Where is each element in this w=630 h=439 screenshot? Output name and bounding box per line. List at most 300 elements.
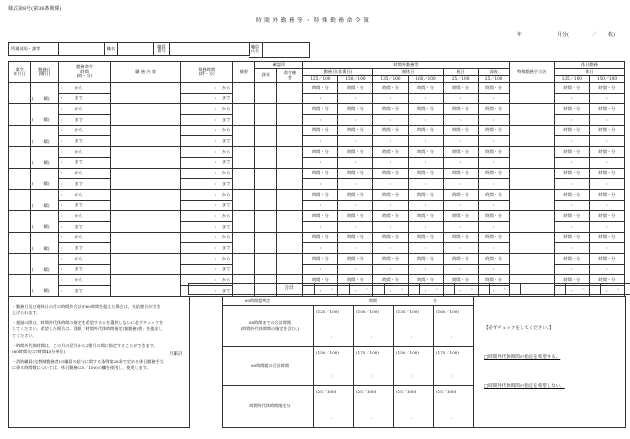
overtime-cell[interactable] <box>408 189 443 200</box>
actual-time-cell[interactable] <box>181 168 233 179</box>
special-time-cell[interactable] <box>589 200 624 211</box>
actual-time-cell[interactable] <box>181 136 233 147</box>
overtime-cell[interactable] <box>338 254 373 265</box>
work-date-cell[interactable] <box>31 83 59 104</box>
overtime-cell[interactable] <box>338 93 373 104</box>
work-date-cell[interactable] <box>31 147 59 168</box>
overtime-cell[interactable] <box>443 221 478 232</box>
work-date-cell[interactable] <box>31 211 59 232</box>
order-time-cell[interactable] <box>59 147 111 158</box>
overtime-cell[interactable] <box>408 147 443 158</box>
overtime-cell[interactable] <box>478 189 509 200</box>
memo-cell[interactable] <box>233 147 255 168</box>
memo-cell[interactable] <box>233 83 255 104</box>
special-time-cell[interactable] <box>589 157 624 168</box>
block-value-cell[interactable] <box>313 346 354 385</box>
special-time-cell[interactable] <box>589 136 624 147</box>
order-date-cell[interactable] <box>9 83 31 104</box>
overtime-cell[interactable] <box>478 221 509 232</box>
total-cell[interactable]: : <box>315 284 350 295</box>
actual-time-cell[interactable] <box>181 147 233 158</box>
pct-25-night: 25／100 <box>478 76 509 83</box>
work-date-cell[interactable] <box>31 125 59 146</box>
hm-label: 時間・分 <box>382 170 399 176</box>
total-cell[interactable]: : <box>566 284 601 295</box>
overtime-cell[interactable] <box>373 93 408 104</box>
manager-stamp-cell[interactable] <box>255 211 277 232</box>
colon: : <box>61 159 63 165</box>
special-allowance-cell[interactable] <box>509 254 554 275</box>
overtime-cell[interactable] <box>408 157 443 168</box>
orderer-stamp-cell[interactable] <box>277 83 303 104</box>
overtime-cell[interactable] <box>303 200 338 211</box>
option-no[interactable] <box>484 385 565 390</box>
order-time-cell[interactable] <box>59 275 111 286</box>
overtime-cell[interactable] <box>443 179 478 190</box>
overtime-cell[interactable] <box>338 115 373 126</box>
overtime-cell[interactable] <box>408 264 443 275</box>
overtime-cell[interactable] <box>338 136 373 147</box>
manager-stamp-cell[interactable] <box>255 232 277 253</box>
memo-cell[interactable] <box>233 254 255 275</box>
special-time-cell[interactable] <box>589 243 624 254</box>
overtime-cell[interactable] <box>303 115 338 126</box>
content-cell[interactable] <box>111 104 181 125</box>
work-date-cell[interactable] <box>31 254 59 275</box>
overtime-cell[interactable] <box>478 243 509 254</box>
special-time-cell[interactable] <box>554 189 589 200</box>
overtime-cell[interactable] <box>408 221 443 232</box>
actual-time-cell[interactable] <box>181 189 233 200</box>
total-cell[interactable]: : <box>350 284 385 295</box>
special-time-cell[interactable] <box>554 157 589 168</box>
order-date-cell[interactable] <box>9 189 31 210</box>
block-value-cell[interactable] <box>353 385 394 427</box>
special-time-cell[interactable] <box>554 136 589 147</box>
staff-name-field[interactable] <box>262 43 310 57</box>
overtime-cell[interactable] <box>408 136 443 147</box>
overtime-cell[interactable] <box>303 221 338 232</box>
special-time-cell[interactable] <box>589 179 624 190</box>
colon: : <box>411 373 413 378</box>
overtime-cell[interactable] <box>443 115 478 126</box>
special-time-cell[interactable] <box>589 254 624 265</box>
overtime-cell[interactable] <box>338 157 373 168</box>
order-time-cell[interactable] <box>59 125 111 136</box>
order-time-cell[interactable] <box>59 136 111 147</box>
special-time-cell[interactable] <box>589 125 624 136</box>
overtime-cell[interactable] <box>443 211 478 222</box>
overtime-cell[interactable] <box>373 200 408 211</box>
total-cell[interactable]: : <box>601 284 630 295</box>
special-time-cell[interactable] <box>554 83 589 94</box>
actual-time-cell[interactable] <box>181 115 233 126</box>
colon: : <box>214 95 216 101</box>
check-box <box>472 296 626 428</box>
overtime-cell[interactable] <box>478 211 509 222</box>
order-date-cell[interactable] <box>9 168 31 189</box>
overtime-cell[interactable] <box>408 200 443 211</box>
overtime-cell[interactable] <box>373 157 408 168</box>
overtime-cell[interactable] <box>373 147 408 158</box>
overtime-cell[interactable] <box>408 83 443 94</box>
overtime-cell[interactable] <box>443 243 478 254</box>
note-1: ・勤務日及び週休日の月の時間外合計が60時間を超えた場合は、支給割合が引き上げられます。 <box>12 304 161 316</box>
overtime-cell[interactable] <box>338 125 373 136</box>
special-time-cell[interactable] <box>554 104 589 115</box>
memo-cell[interactable] <box>233 232 255 253</box>
actual-time-cell[interactable] <box>181 93 233 104</box>
overtime-cell[interactable] <box>303 168 338 179</box>
order-date-cell[interactable] <box>9 147 31 168</box>
orderer-stamp-cell[interactable] <box>277 125 303 146</box>
overtime-cell[interactable] <box>443 254 478 265</box>
order-time-cell[interactable] <box>59 179 111 190</box>
colon: : <box>61 191 63 197</box>
special-time-cell[interactable] <box>589 115 624 126</box>
overtime-cell[interactable] <box>303 264 338 275</box>
actual-time-cell[interactable] <box>181 264 233 275</box>
special-allowance-cell[interactable] <box>509 168 554 189</box>
overtime-cell[interactable] <box>408 93 443 104</box>
work-date-cell[interactable] <box>31 104 59 125</box>
overtime-cell[interactable] <box>443 168 478 179</box>
order-date-cell[interactable] <box>9 211 31 232</box>
overtime-cell[interactable] <box>408 168 443 179</box>
actual-time-cell[interactable] <box>181 254 233 265</box>
memo-cell[interactable] <box>233 168 255 189</box>
hm-label: 時間・分 <box>485 148 503 154</box>
actual-time-cell[interactable] <box>181 83 233 94</box>
overtime-cell[interactable] <box>303 157 338 168</box>
page-end: 枚) <box>608 32 615 38</box>
work-date-cell[interactable] <box>31 232 59 253</box>
content-cell[interactable] <box>111 125 181 146</box>
overtime-cell[interactable] <box>478 93 509 104</box>
overtime-cell[interactable] <box>338 264 373 275</box>
order-time-cell[interactable] <box>59 286 111 297</box>
block-value-cell[interactable] <box>433 305 473 346</box>
orderer-stamp-cell[interactable] <box>277 211 303 232</box>
total-cell[interactable]: : <box>455 284 490 295</box>
overtime-cell[interactable] <box>478 254 509 265</box>
overtime-cell[interactable] <box>408 211 443 222</box>
order-time-cell[interactable] <box>59 104 111 115</box>
overtime-cell[interactable] <box>373 243 408 254</box>
work-date-cell[interactable] <box>31 189 59 210</box>
special-time-cell[interactable] <box>589 264 624 275</box>
overtime-cell[interactable] <box>303 189 338 200</box>
special-allowance-cell[interactable] <box>509 104 554 125</box>
overtime-cell[interactable] <box>443 232 478 243</box>
content-cell[interactable] <box>111 189 181 210</box>
overtime-cell[interactable] <box>338 189 373 200</box>
colon: : <box>331 373 333 378</box>
overtime-cell[interactable] <box>443 200 478 211</box>
special-allowance-cell[interactable] <box>509 211 554 232</box>
overtime-cell[interactable] <box>373 104 408 115</box>
memo-cell[interactable] <box>233 125 255 146</box>
overtime-cell[interactable] <box>338 200 373 211</box>
block-value-cell[interactable] <box>313 385 354 427</box>
actual-time-cell[interactable] <box>181 179 233 190</box>
order-time-cell[interactable] <box>59 264 111 275</box>
orderer-stamp-cell[interactable] <box>277 168 303 189</box>
memo-cell[interactable] <box>233 189 255 210</box>
overtime-cell[interactable] <box>303 125 338 136</box>
overtime-cell[interactable] <box>478 83 509 94</box>
special-time-cell[interactable] <box>589 211 624 222</box>
special-allowance-cell[interactable] <box>509 147 554 168</box>
overtime-cell[interactable] <box>408 104 443 115</box>
block-value-cell[interactable] <box>433 346 473 385</box>
block-value-cell[interactable] <box>393 305 434 346</box>
overtime-cell[interactable] <box>478 264 509 275</box>
overtime-cell[interactable] <box>478 157 509 168</box>
overtime-cell[interactable] <box>373 254 408 265</box>
content-cell[interactable] <box>111 232 181 253</box>
order-time-cell[interactable] <box>59 232 111 243</box>
overtime-cell[interactable] <box>303 232 338 243</box>
special-time-cell[interactable] <box>554 147 589 158</box>
special-time-cell[interactable] <box>554 179 589 190</box>
order-time-cell[interactable] <box>59 243 111 254</box>
overtime-cell[interactable] <box>478 115 509 126</box>
from-label: から <box>74 277 83 283</box>
special-time-cell[interactable] <box>554 254 589 265</box>
hm-label: 時間・分 <box>382 127 399 133</box>
overtime-cell[interactable] <box>338 83 373 94</box>
total-cell[interactable] <box>521 284 566 295</box>
overtime-cell[interactable] <box>443 93 478 104</box>
order-date-cell[interactable] <box>9 275 31 296</box>
overtime-cell[interactable] <box>373 189 408 200</box>
order-date-cell[interactable] <box>9 232 31 253</box>
overtime-cell[interactable] <box>408 243 443 254</box>
colon: : <box>354 116 357 122</box>
block-value-cell[interactable] <box>393 346 434 385</box>
overtime-cell[interactable] <box>478 168 509 179</box>
from-label: から <box>221 148 231 154</box>
overtime-cell[interactable] <box>338 104 373 115</box>
total-cell[interactable]: : <box>490 284 521 295</box>
overtime-cell[interactable] <box>408 179 443 190</box>
order-date-cell[interactable] <box>9 104 31 125</box>
content-cell[interactable] <box>111 211 181 232</box>
manager-stamp-cell[interactable] <box>255 254 277 275</box>
block-value-cell[interactable] <box>353 305 394 346</box>
orderer-stamp-cell[interactable] <box>277 147 303 168</box>
overtime-cell[interactable] <box>443 83 478 94</box>
actual-time-cell[interactable] <box>181 104 233 115</box>
special-time-cell[interactable] <box>554 93 589 104</box>
overtime-cell[interactable] <box>373 179 408 190</box>
total-cell[interactable]: : <box>420 284 455 295</box>
orderer-stamp-cell[interactable] <box>277 189 303 210</box>
overtime-cell[interactable] <box>373 211 408 222</box>
overtime-cell[interactable] <box>373 232 408 243</box>
special-time-cell[interactable] <box>589 104 624 115</box>
overtime-cell[interactable] <box>338 232 373 243</box>
content-cell[interactable] <box>111 168 181 189</box>
special-allowance-cell[interactable] <box>509 189 554 210</box>
colon: : <box>61 212 63 218</box>
overtime-cell[interactable] <box>478 104 509 115</box>
colon: : <box>459 159 462 165</box>
order-time-cell[interactable] <box>59 211 111 222</box>
table-row <box>9 189 625 200</box>
work-date-cell[interactable] <box>31 275 59 296</box>
actual-time-cell[interactable] <box>181 221 233 232</box>
special-time-cell[interactable] <box>554 168 589 179</box>
overtime-cell[interactable] <box>338 179 373 190</box>
overtime-cell[interactable] <box>478 179 509 190</box>
special-time-cell[interactable] <box>554 200 589 211</box>
overtime-cell[interactable] <box>373 125 408 136</box>
block-value-cell[interactable] <box>393 385 434 427</box>
actual-time-cell[interactable] <box>181 243 233 254</box>
hm-label: 時間・分 <box>382 84 399 90</box>
manager-stamp-cell[interactable] <box>255 125 277 146</box>
overtime-cell[interactable] <box>443 136 478 147</box>
manager-stamp-cell[interactable] <box>255 83 277 104</box>
actual-time-cell[interactable] <box>181 200 233 211</box>
memo-cell[interactable] <box>233 104 255 125</box>
order-time-cell[interactable] <box>59 200 111 211</box>
order-time-cell[interactable] <box>59 93 111 104</box>
content-cell[interactable] <box>111 147 181 168</box>
overtime-cell[interactable] <box>478 125 509 136</box>
work-date-cell[interactable] <box>31 168 59 189</box>
special-time-cell[interactable] <box>589 168 624 179</box>
overtime-cell[interactable] <box>303 243 338 254</box>
overtime-cell[interactable] <box>338 168 373 179</box>
overtime-cell[interactable] <box>443 189 478 200</box>
special-time-cell[interactable] <box>589 147 624 158</box>
special-time-cell[interactable] <box>554 115 589 126</box>
overtime-cell[interactable] <box>373 264 408 275</box>
overtime-cell[interactable] <box>408 115 443 126</box>
order-time-cell[interactable] <box>59 168 111 179</box>
overtime-cell[interactable] <box>408 254 443 265</box>
overtime-cell[interactable] <box>373 136 408 147</box>
overtime-cell[interactable] <box>443 157 478 168</box>
memo-cell[interactable] <box>233 211 255 232</box>
overtime-cell[interactable] <box>478 232 509 243</box>
special-time-cell[interactable] <box>589 221 624 232</box>
overtime-cell[interactable] <box>443 264 478 275</box>
overtime-cell[interactable] <box>373 168 408 179</box>
overtime-cell[interactable] <box>443 104 478 115</box>
order-date-cell[interactable] <box>9 254 31 275</box>
overtime-cell[interactable] <box>408 232 443 243</box>
overtime-cell[interactable] <box>303 179 338 190</box>
content-cell[interactable] <box>111 254 181 275</box>
overtime-cell[interactable] <box>303 254 338 265</box>
content-cell[interactable] <box>111 83 181 104</box>
manager-stamp-cell[interactable] <box>255 104 277 125</box>
overtime-cell[interactable] <box>443 147 478 158</box>
manager-stamp-cell[interactable] <box>255 189 277 210</box>
order-time-cell[interactable] <box>59 254 111 265</box>
order-time-cell[interactable] <box>59 115 111 126</box>
manager-stamp-cell[interactable] <box>255 147 277 168</box>
overtime-cell[interactable] <box>373 115 408 126</box>
block-value-cell[interactable] <box>313 305 354 346</box>
special-time-cell[interactable] <box>554 243 589 254</box>
overtime-cell[interactable] <box>338 211 373 222</box>
orderer-stamp-cell[interactable] <box>277 104 303 125</box>
special-time-cell[interactable] <box>554 264 589 275</box>
overtime-cell[interactable] <box>443 125 478 136</box>
overtime-cell[interactable] <box>478 200 509 211</box>
overtime-cell[interactable] <box>303 211 338 222</box>
manager-stamp-cell[interactable] <box>255 168 277 189</box>
actual-time-cell[interactable] <box>181 157 233 168</box>
hm-label: 時間・分 <box>485 106 503 112</box>
note-3: ・時間外代休時間は、この月の翌月から2箇月の間に指定することができます。(60時間又は7時間45分単位) <box>12 342 158 354</box>
special-time-cell[interactable] <box>589 93 624 104</box>
overtime-cell[interactable] <box>303 93 338 104</box>
col-memo: 摘要 <box>233 62 255 83</box>
special-allowance-cell[interactable] <box>509 83 554 104</box>
actual-time-cell[interactable] <box>181 211 233 222</box>
actual-time-cell[interactable] <box>181 125 233 136</box>
special-time-cell[interactable] <box>554 125 589 136</box>
orderer-stamp-cell[interactable] <box>277 232 303 253</box>
position-field[interactable] <box>118 43 154 56</box>
special-time-cell[interactable] <box>589 189 624 200</box>
special-time-cell[interactable] <box>554 232 589 243</box>
overtime-cell[interactable] <box>408 125 443 136</box>
order-time-cell[interactable] <box>59 189 111 200</box>
special-time-cell[interactable] <box>554 211 589 222</box>
overtime-cell[interactable] <box>303 147 338 158</box>
special-time-cell[interactable] <box>554 221 589 232</box>
order-time-cell[interactable] <box>59 221 111 232</box>
order-time-cell[interactable] <box>59 157 111 168</box>
overtime-cell[interactable] <box>303 104 338 115</box>
overtime-cell[interactable] <box>478 147 509 158</box>
hm-label: 時間・分 <box>452 170 469 176</box>
option-yes[interactable] <box>484 356 560 361</box>
overtime-cell[interactable] <box>338 147 373 158</box>
special-allowance-cell[interactable] <box>509 232 554 253</box>
content-cell[interactable] <box>111 275 181 296</box>
staff-name-box <box>249 42 310 58</box>
overtime-cell[interactable] <box>373 221 408 232</box>
orderer-stamp-cell[interactable] <box>277 254 303 275</box>
actual-time-cell[interactable] <box>181 232 233 243</box>
staff-no-field[interactable] <box>170 43 250 56</box>
dept-field[interactable] <box>59 43 105 56</box>
block-value-cell[interactable] <box>353 346 394 385</box>
total-cell[interactable]: : <box>385 284 420 295</box>
block-value-cell[interactable] <box>433 385 473 427</box>
overtime-cell[interactable] <box>338 221 373 232</box>
table-row <box>9 104 625 115</box>
overtime-cell[interactable] <box>303 136 338 147</box>
overtime-cell[interactable] <box>478 136 509 147</box>
special-time-cell[interactable] <box>589 83 624 94</box>
special-allowance-cell[interactable] <box>509 125 554 146</box>
overtime-cell[interactable] <box>303 83 338 94</box>
overtime-cell[interactable] <box>338 243 373 254</box>
overtime-cell[interactable] <box>373 83 408 94</box>
order-date-cell[interactable] <box>9 125 31 146</box>
special-time-cell[interactable] <box>589 232 624 243</box>
order-time-cell[interactable] <box>59 83 111 94</box>
